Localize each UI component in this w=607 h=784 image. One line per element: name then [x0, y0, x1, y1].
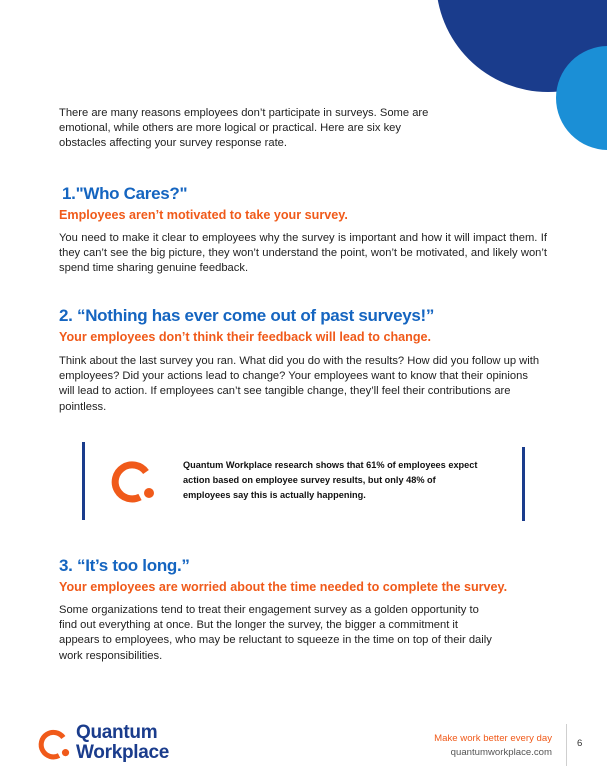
- section-2-body: Think about the last survey you ran. What did you do with the results? How did you follow up with employees? Did your actions lead to change? Your employees want to know that their opinions will lead to action. If employees can’t see tangible change, they’ll feel their contributions are pointless.: [59, 355, 540, 413]
- quantum-logo-mark-icon: [36, 726, 72, 762]
- footer-tagline: Make work better every day: [434, 733, 552, 744]
- page-number: 6: [577, 738, 583, 749]
- section-2-subheading: Your employees don’t think their feedback will lead to change.: [59, 330, 432, 344]
- footer-logo-wordmark: [76, 723, 169, 763]
- section-1-body: You need to make it clear to employees why the survey is important and how it will impact them. If they can’t see the big picture, they won’t understand the point, won’t be motivated, and likely won’t spend time sharing genuine feedback.: [59, 232, 547, 275]
- section-3-heading: 3. “It’s too long.”: [59, 556, 190, 575]
- logo-line-2: Workplace: [76, 742, 170, 763]
- callout-left-bar: [82, 442, 85, 520]
- intro-paragraph: There are many reasons employees don’t participate in surveys. Some are emotional, while others are more logical or practical. Here are six key obstacles affecting your survey response rate.: [59, 107, 429, 150]
- callout-right-bar: [522, 447, 525, 521]
- quantum-q-logo-icon: [108, 456, 158, 506]
- callout-text: Quantum Workplace research shows that 61% of employees expect action based on employee survey results, but only 48% of employees say this is actually happening.: [183, 460, 478, 500]
- section-1-subheading: Employees aren’t motivated to take your survey.: [59, 208, 348, 222]
- footer-url: quantumworkplace.com: [450, 747, 552, 758]
- section-3-subheading: Your employees are worried about the time needed to complete the survey.: [59, 580, 508, 594]
- footer-divider: [566, 724, 567, 766]
- section-1-heading: 1."Who Cares?": [62, 184, 188, 203]
- logo-line-1: Quantum: [76, 722, 158, 743]
- section-3-body: Some organizations tend to treat their engagement survey as a golden opportunity to find out everything at once. But the longer the survey, the bigger a commitment it appears to employees, who may be reluctant to squeeze in the time on top of their daily work responsibilities.: [59, 604, 492, 662]
- section-2-heading: 2. “Nothing has ever come out of past surveys!”: [59, 306, 435, 325]
